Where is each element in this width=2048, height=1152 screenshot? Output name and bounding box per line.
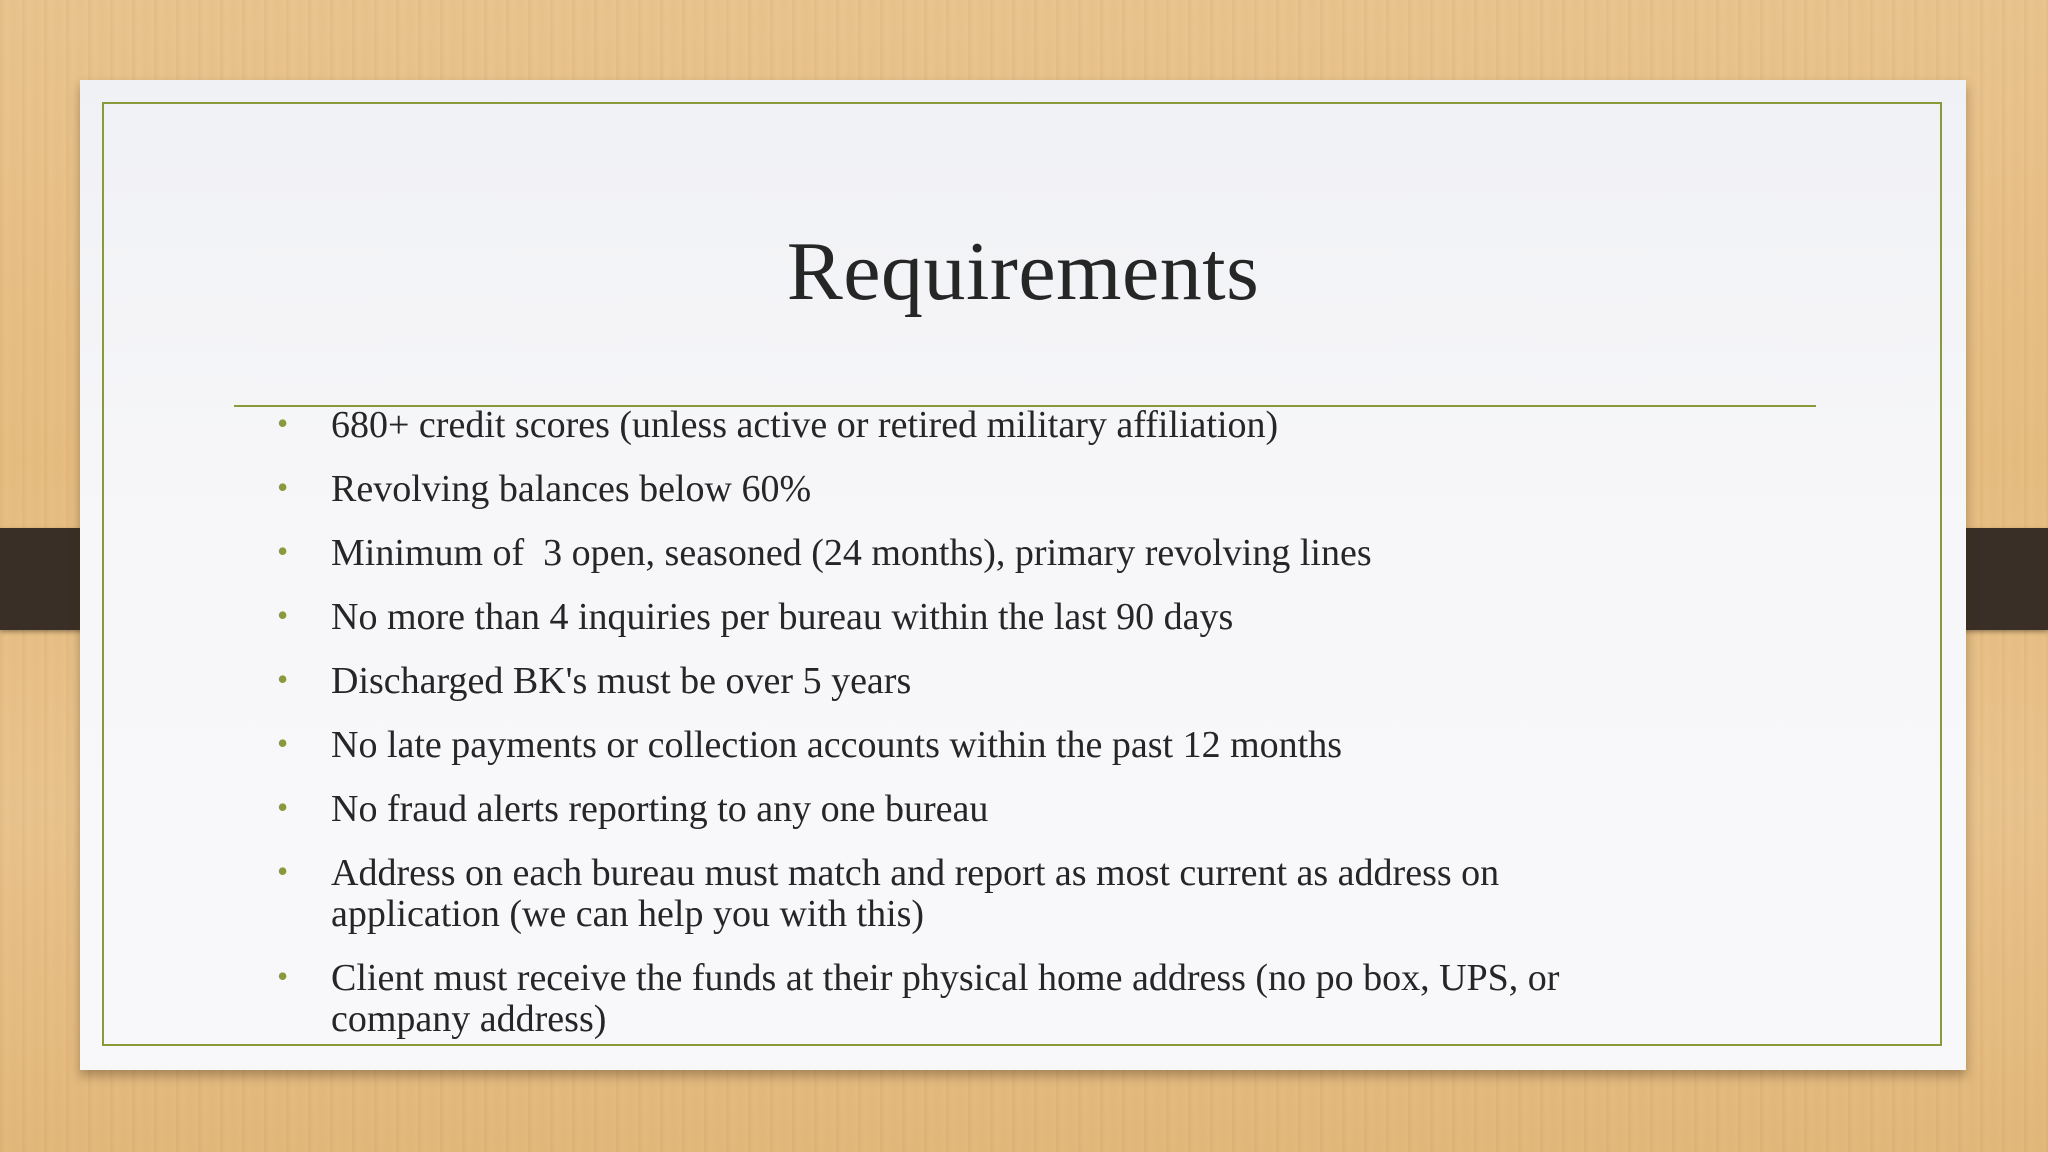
list-item xyxy=(277,533,1777,574)
bullet-icon: • xyxy=(277,958,289,994)
slide-title: Requirements xyxy=(786,225,1260,318)
bullet-icon: • xyxy=(277,725,289,761)
list-item-text: Client must receive the funds at their physical home address (no po box, UPS, or company address) xyxy=(331,957,1560,1040)
list-item xyxy=(277,661,1777,702)
bullet-icon: • xyxy=(277,789,289,825)
list-item xyxy=(277,853,1777,935)
bullet-icon: • xyxy=(277,533,289,569)
list-item-text: 680+ credit scores (unless active or retired military affiliation) xyxy=(331,404,1279,446)
requirements-list xyxy=(277,405,1777,1063)
list-item xyxy=(277,405,1777,446)
list-item xyxy=(277,958,1777,1040)
list-item-text: Address on each bureau must match and report as most current as address on application (we can help you with this) xyxy=(331,852,1500,935)
list-item-text: No late payments or collection accounts within the past 12 months xyxy=(331,724,1343,766)
list-item xyxy=(277,597,1777,638)
bullet-icon: • xyxy=(277,853,289,889)
bullet-icon: • xyxy=(277,405,289,441)
list-item-text: No more than 4 inquiries per bureau within the last 90 days xyxy=(331,596,1234,638)
bullet-icon: • xyxy=(277,469,289,505)
list-item-text: Discharged BK's must be over 5 years xyxy=(331,660,912,702)
bullet-icon: • xyxy=(277,661,289,697)
list-item xyxy=(277,789,1777,830)
list-item-text: No fraud alerts reporting to any one bureau xyxy=(331,788,989,830)
list-item-text: Minimum of 3 open, seasoned (24 months), primary revolving lines xyxy=(331,532,1372,574)
list-item xyxy=(277,469,1777,510)
list-item xyxy=(277,725,1777,766)
slide xyxy=(80,80,1966,1070)
bullet-icon: • xyxy=(277,597,289,633)
list-item-text: Revolving balances below 60% xyxy=(331,468,812,510)
